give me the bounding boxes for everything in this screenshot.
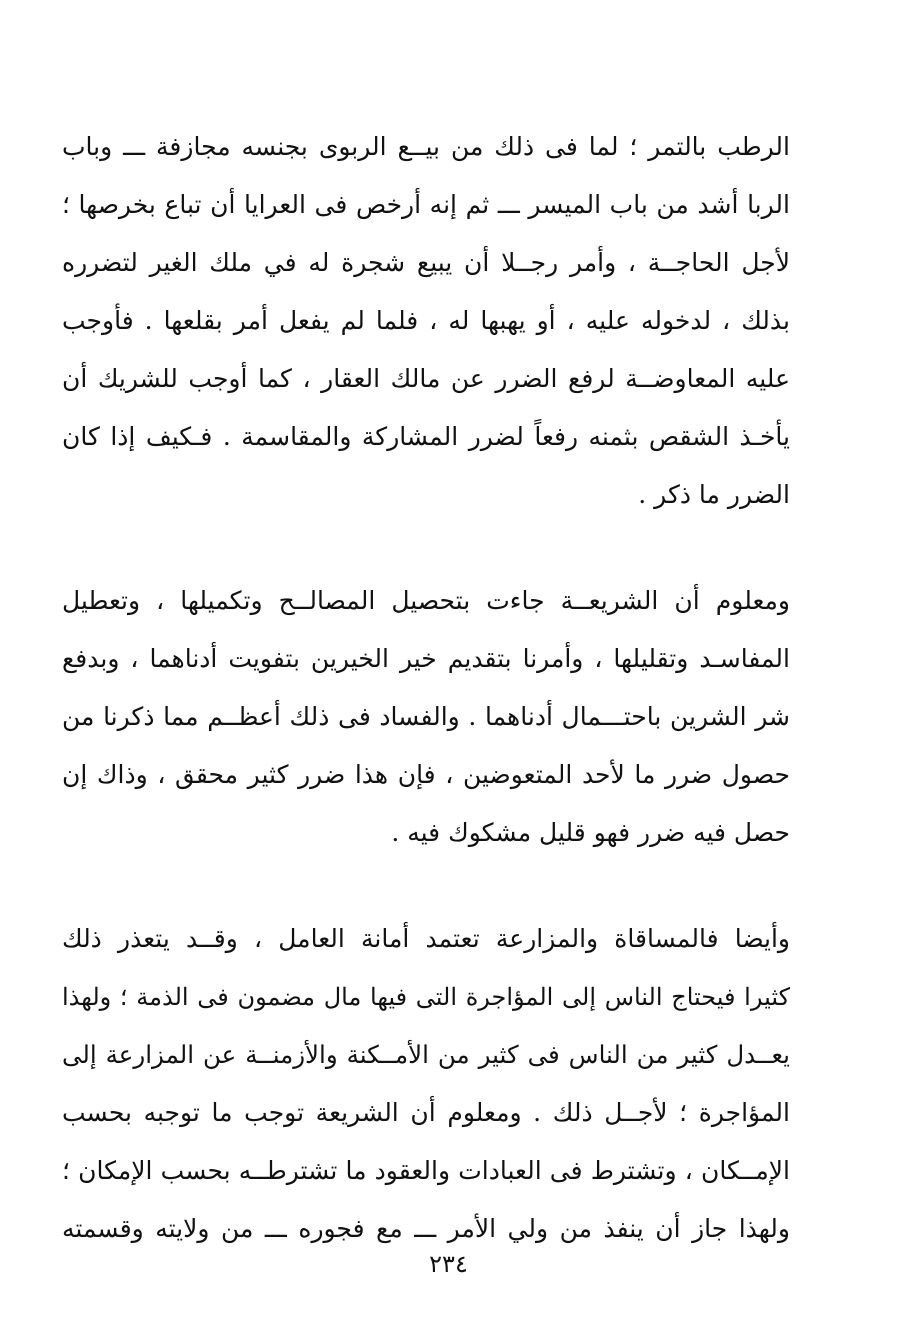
text-line: حصول ضرر ما لأحد المتعوضين ، فإن هذا ضرر كثير محقق ، وذاك إن <box>62 760 790 789</box>
paragraph-2 <box>62 572 790 862</box>
page-number: ٢٣٤ <box>429 1250 468 1278</box>
text-line: حصل فيه ضرر فهو قليل مشكوك فيه . <box>391 818 790 847</box>
text-line: لأجل الحاجــة ، وأمر رجــلا أن يبيع شجرة له في ملك الغير لتضرره <box>62 248 790 277</box>
text-line: الربا أشد من باب الميسر ـــ ثم إنه أرخص فى العرايا أن تباع بخرصها ؛ <box>62 190 790 219</box>
text-line: كثيرا فيحتاج الناس إلى المؤاجرة التى فيها مال مضمون فى الذمة ؛ ولهذا <box>62 983 790 1011</box>
paragraph-gap <box>62 524 790 572</box>
text-line: عليه المعاوضــة لرفع الضرر عن مالك العقار ، كما أوجب للشريك أن <box>62 364 790 393</box>
paragraph-3 <box>62 910 790 1258</box>
text-line: ومعلوم أن الشريعــة جاءت بتحصيل المصالــح وتكميلها ، وتعطيل <box>62 586 790 615</box>
text-line: وأيضا فالمساقاة والمزارعة تعتمد أمانة العامل ، وقــد يتعذر ذلك <box>62 924 790 953</box>
text-line: شر الشرين باحتـــمال أدناهما . والفساد فى ذلك أعظــم مما ذكرنا من <box>62 702 790 731</box>
paragraph-1 <box>62 118 790 524</box>
text-line: المفاسـد وتقليلها ، وأمرنا بتقديم خير الخيرين بتفويت أدناهما ، وبدفع <box>62 644 790 673</box>
text-line: المؤاجرة ؛ لأجــل ذلك . ومعلوم أن الشريعة توجب ما توجبه بحسب <box>62 1098 790 1127</box>
text-line: ولهذا جاز أن ينفذ من ولي الأمر ـــ مع فجوره ـــ من ولايته وقسمته <box>62 1214 790 1243</box>
text-line: الضرر ما ذكر . <box>638 480 790 509</box>
text-line: يعــدل كثير من الناس فى كثير من الأمــكنة والأزمنــة عن المزارعة إلى <box>62 1040 790 1069</box>
page-body <box>62 118 790 1258</box>
text-line: بذلك ، لدخوله عليه ، أو يهبها له ، فلما لم يفعل أمر بقلعها . فأوجب <box>62 306 790 335</box>
paragraph-gap <box>62 862 790 910</box>
text-line: يأخـذ الشقص بثمنه رفعاً لضرر المشاركة والمقاسمة . فـكيف إذا كان <box>62 422 790 451</box>
text-line: الرطب بالتمر ؛ لما فى ذلك من بيــع الربوى بجنسه مجازفة ـــ وباب <box>62 132 790 161</box>
text-line: الإمــكان ، وتشترط فى العبادات والعقود ما تشترطــه بحسب الإمكان ؛ <box>62 1156 790 1185</box>
